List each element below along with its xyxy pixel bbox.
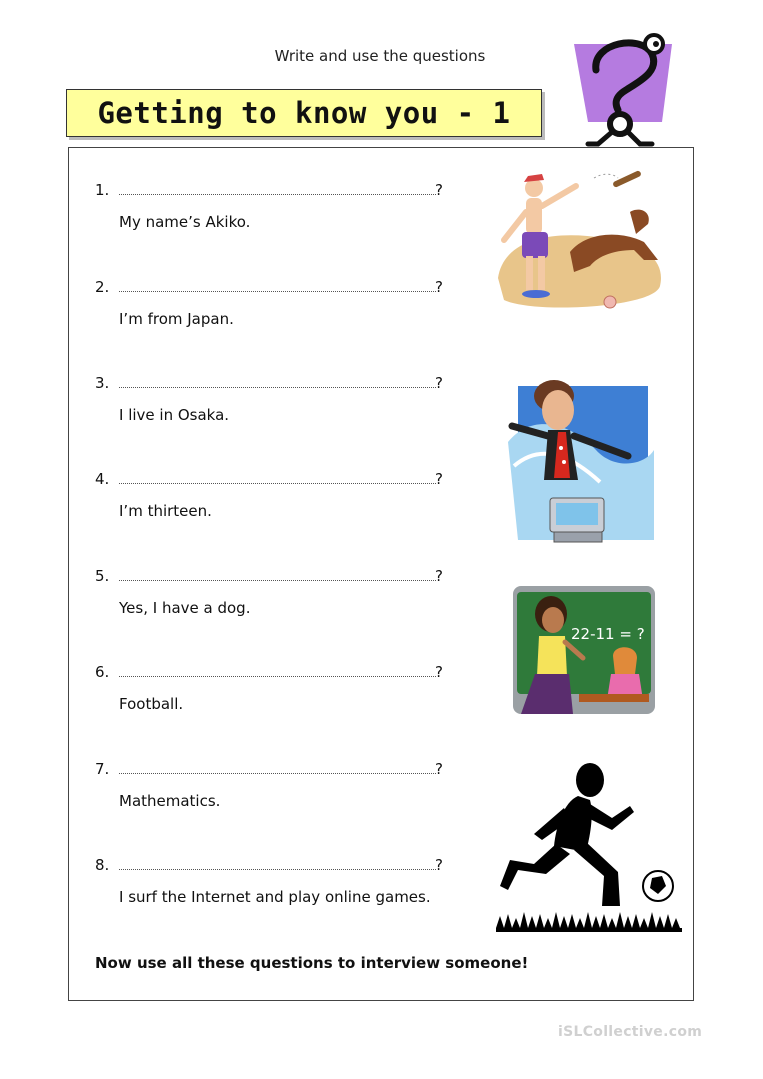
answer-line[interactable] xyxy=(119,773,436,774)
instruction-heading: Write and use the questions xyxy=(274,47,486,65)
question-mark: ? xyxy=(435,278,443,296)
answer-text: Football. xyxy=(119,695,184,713)
question-row xyxy=(95,374,455,396)
question-number: 8. xyxy=(95,856,110,874)
question-number: 6. xyxy=(95,663,110,681)
answer-text: I’m thirteen. xyxy=(119,502,212,520)
question-mark: ? xyxy=(435,663,443,681)
answer-line[interactable] xyxy=(119,387,436,388)
title-banner xyxy=(66,89,542,137)
page-title: Getting to know you - 1 xyxy=(97,96,511,130)
answer-line[interactable] xyxy=(119,580,436,581)
answer-text: Mathematics. xyxy=(119,792,221,810)
man-playing-with-dog-illustration xyxy=(494,168,666,313)
question-row xyxy=(95,856,455,878)
watermark-logo: iSLCollective.com xyxy=(558,1024,703,1040)
question-number: 1. xyxy=(95,181,110,199)
answer-line[interactable] xyxy=(119,194,436,195)
football-player-silhouette-illustration xyxy=(494,756,684,936)
question-mark: ? xyxy=(435,760,443,778)
question-row xyxy=(95,181,455,203)
question-row xyxy=(95,663,455,685)
interview-instruction: Now use all these questions to interview someone! xyxy=(95,954,529,972)
answer-line[interactable] xyxy=(119,869,436,870)
answer-text: I surf the Internet and play online games. xyxy=(119,888,431,906)
question-row xyxy=(95,278,455,300)
answer-line[interactable] xyxy=(119,483,436,484)
businessman-surfing-computer-illustration xyxy=(504,370,658,548)
question-number: 7. xyxy=(95,760,110,778)
question-mark-character-icon xyxy=(568,30,678,148)
question-number: 2. xyxy=(95,278,110,296)
question-row xyxy=(95,470,455,492)
question-row xyxy=(95,567,455,589)
question-mark: ? xyxy=(435,181,443,199)
answer-line[interactable] xyxy=(119,291,436,292)
question-row xyxy=(95,760,455,782)
blackboard-equation: 22-11 = ? xyxy=(571,625,645,643)
answer-line[interactable] xyxy=(119,676,436,677)
question-number: 5. xyxy=(95,567,110,585)
teacher-blackboard-illustration xyxy=(513,586,659,718)
question-mark: ? xyxy=(435,470,443,488)
answer-text: My name’s Akiko. xyxy=(119,213,251,231)
question-mark: ? xyxy=(435,567,443,585)
answer-text: Yes, I have a dog. xyxy=(119,599,251,617)
answer-text: I’m from Japan. xyxy=(119,310,234,328)
question-mark: ? xyxy=(435,856,443,874)
question-number: 4. xyxy=(95,470,110,488)
question-mark: ? xyxy=(435,374,443,392)
question-number: 3. xyxy=(95,374,110,392)
answer-text: I live in Osaka. xyxy=(119,406,230,424)
